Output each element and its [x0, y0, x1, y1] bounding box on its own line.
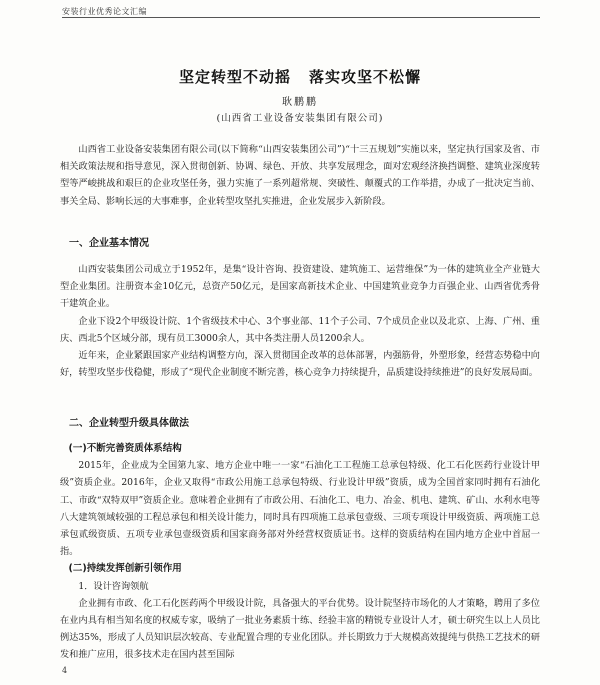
header-rule: [62, 17, 540, 18]
subsection-2-1-paragraph: 2015年，企业成为全国第九家、地方企业中唯一一家“石油化工工程施工总承包特级、化工石化医药行业设计甲级”资质企业。2016年，企业又取得“市政公用施工总承包特级、行业设计甲级”资质，成为全国首家同时拥有石油化工、市政“双特双甲”资质企业。意味着企业拥有了市政公用、石油化工、电力、冶金、机电、建筑、矿山、水利水电等八大建筑领域较强的工程总承包和相关设计能力，同时具有四项施工总承包壹级、三项专项设计甲级资质、两项施工总承包贰级资质、五项专业承包壹级资质和国家商务部对外经营权资质证书。这样的资质结构在国内地方企业中首屈一指。: [60, 460, 540, 558]
intro-paragraph: 山西省工业设备安装集团有限公司(以下简称“山西安装集团公司”)“十三五规划”实施以来，坚定执行国家及省、市相关政策法规和指导意见，深入贯彻创新、协调、绿色、开放、共享发展理念，面对宏观经济换挡调整、建筑业深度转型等严峻挑战和艰巨的企业攻坚任务，强力实施了一系列超常规、突破性、颠覆式的工作举措，办成了一批决定当前、事关全局、影响长远的大事难事，企业转型攻坚扎实推进，企业发展步入新阶段。: [60, 144, 540, 207]
author: 耿鹏鹏: [282, 97, 318, 108]
section-1-body: [60, 261, 540, 381]
section-1-heading: 一、企业基本情况: [69, 238, 149, 249]
page-number: 4: [62, 666, 68, 675]
section-2: [60, 415, 540, 432]
affiliation: (山西省工业设备安装集团有限公司): [216, 113, 384, 124]
section-1-paragraph-2: 企业下设2个甲级设计院、1个省级技术中心、3个事业部、11个子公司、7个成员企业以及北京、上海、广州、重庆、西北5个区域分部，现有员工3000余人，其中各类注册人员1200余人。: [60, 315, 540, 344]
section-1-paragraph-1: 山西安装集团公司成立于1952年，是集“设计咨询、投资建设、建筑施工、运营维保”为一体的建筑业全产业链大型企业集团。注册资本金10亿元，总资产50亿元，是国家高新技术企业、中国建筑业竞争力百强企业、山西省优秀骨干建筑企业。: [60, 264, 540, 310]
subsection-2-2-paragraph: 企业拥有市政、化工石化医药两个甲级设计院，具备强大的平台优势。设计院坚持市场化的人才策略，聘用了多位在业内具有相当知名度的权威专家，吸纳了一批业务素质十练、经验丰富的精锐专业设计人才，硕士研究生以上人员比例达35%，形成了人员知识层次较高、专业配置合理的专业化团队。并长期致力于大规模高效提纯与供热工艺技术的研发和推广应用，很多技术走在国内甚至国际: [60, 597, 540, 661]
section-2-body: [60, 440, 540, 664]
subsection-2-1-heading: (一)不断完善资质体系结构: [68, 443, 182, 454]
section-2-heading: 二、企业转型升级具体做法: [69, 418, 189, 429]
section-1-paragraph-3: 近年来，企业紧跟国家产业结构调整方向，深入贯彻国企改革的总体部署，内强筋骨，外塑形象，经营态势稳中向好，转型攻坚步伐稳健，形成了“现代企业制度不断完善，核心竞争力持续提升，品质建设持续推进”的良好发展局面。: [60, 350, 540, 379]
title-part-1: 坚定转型不动摇: [178, 68, 291, 86]
section-1: [60, 235, 540, 252]
subsection-2-2-heading: (二)持续发挥创新引领作用: [68, 563, 182, 575]
intro-block: [60, 141, 540, 210]
article-title: [0, 66, 600, 87]
title-part-2: 落实攻坚不松懈: [309, 68, 422, 86]
subsection-2-2-item-1: 1．设计咨询领航: [78, 580, 149, 592]
running-header: 安装行业优秀论文汇编: [62, 7, 147, 16]
